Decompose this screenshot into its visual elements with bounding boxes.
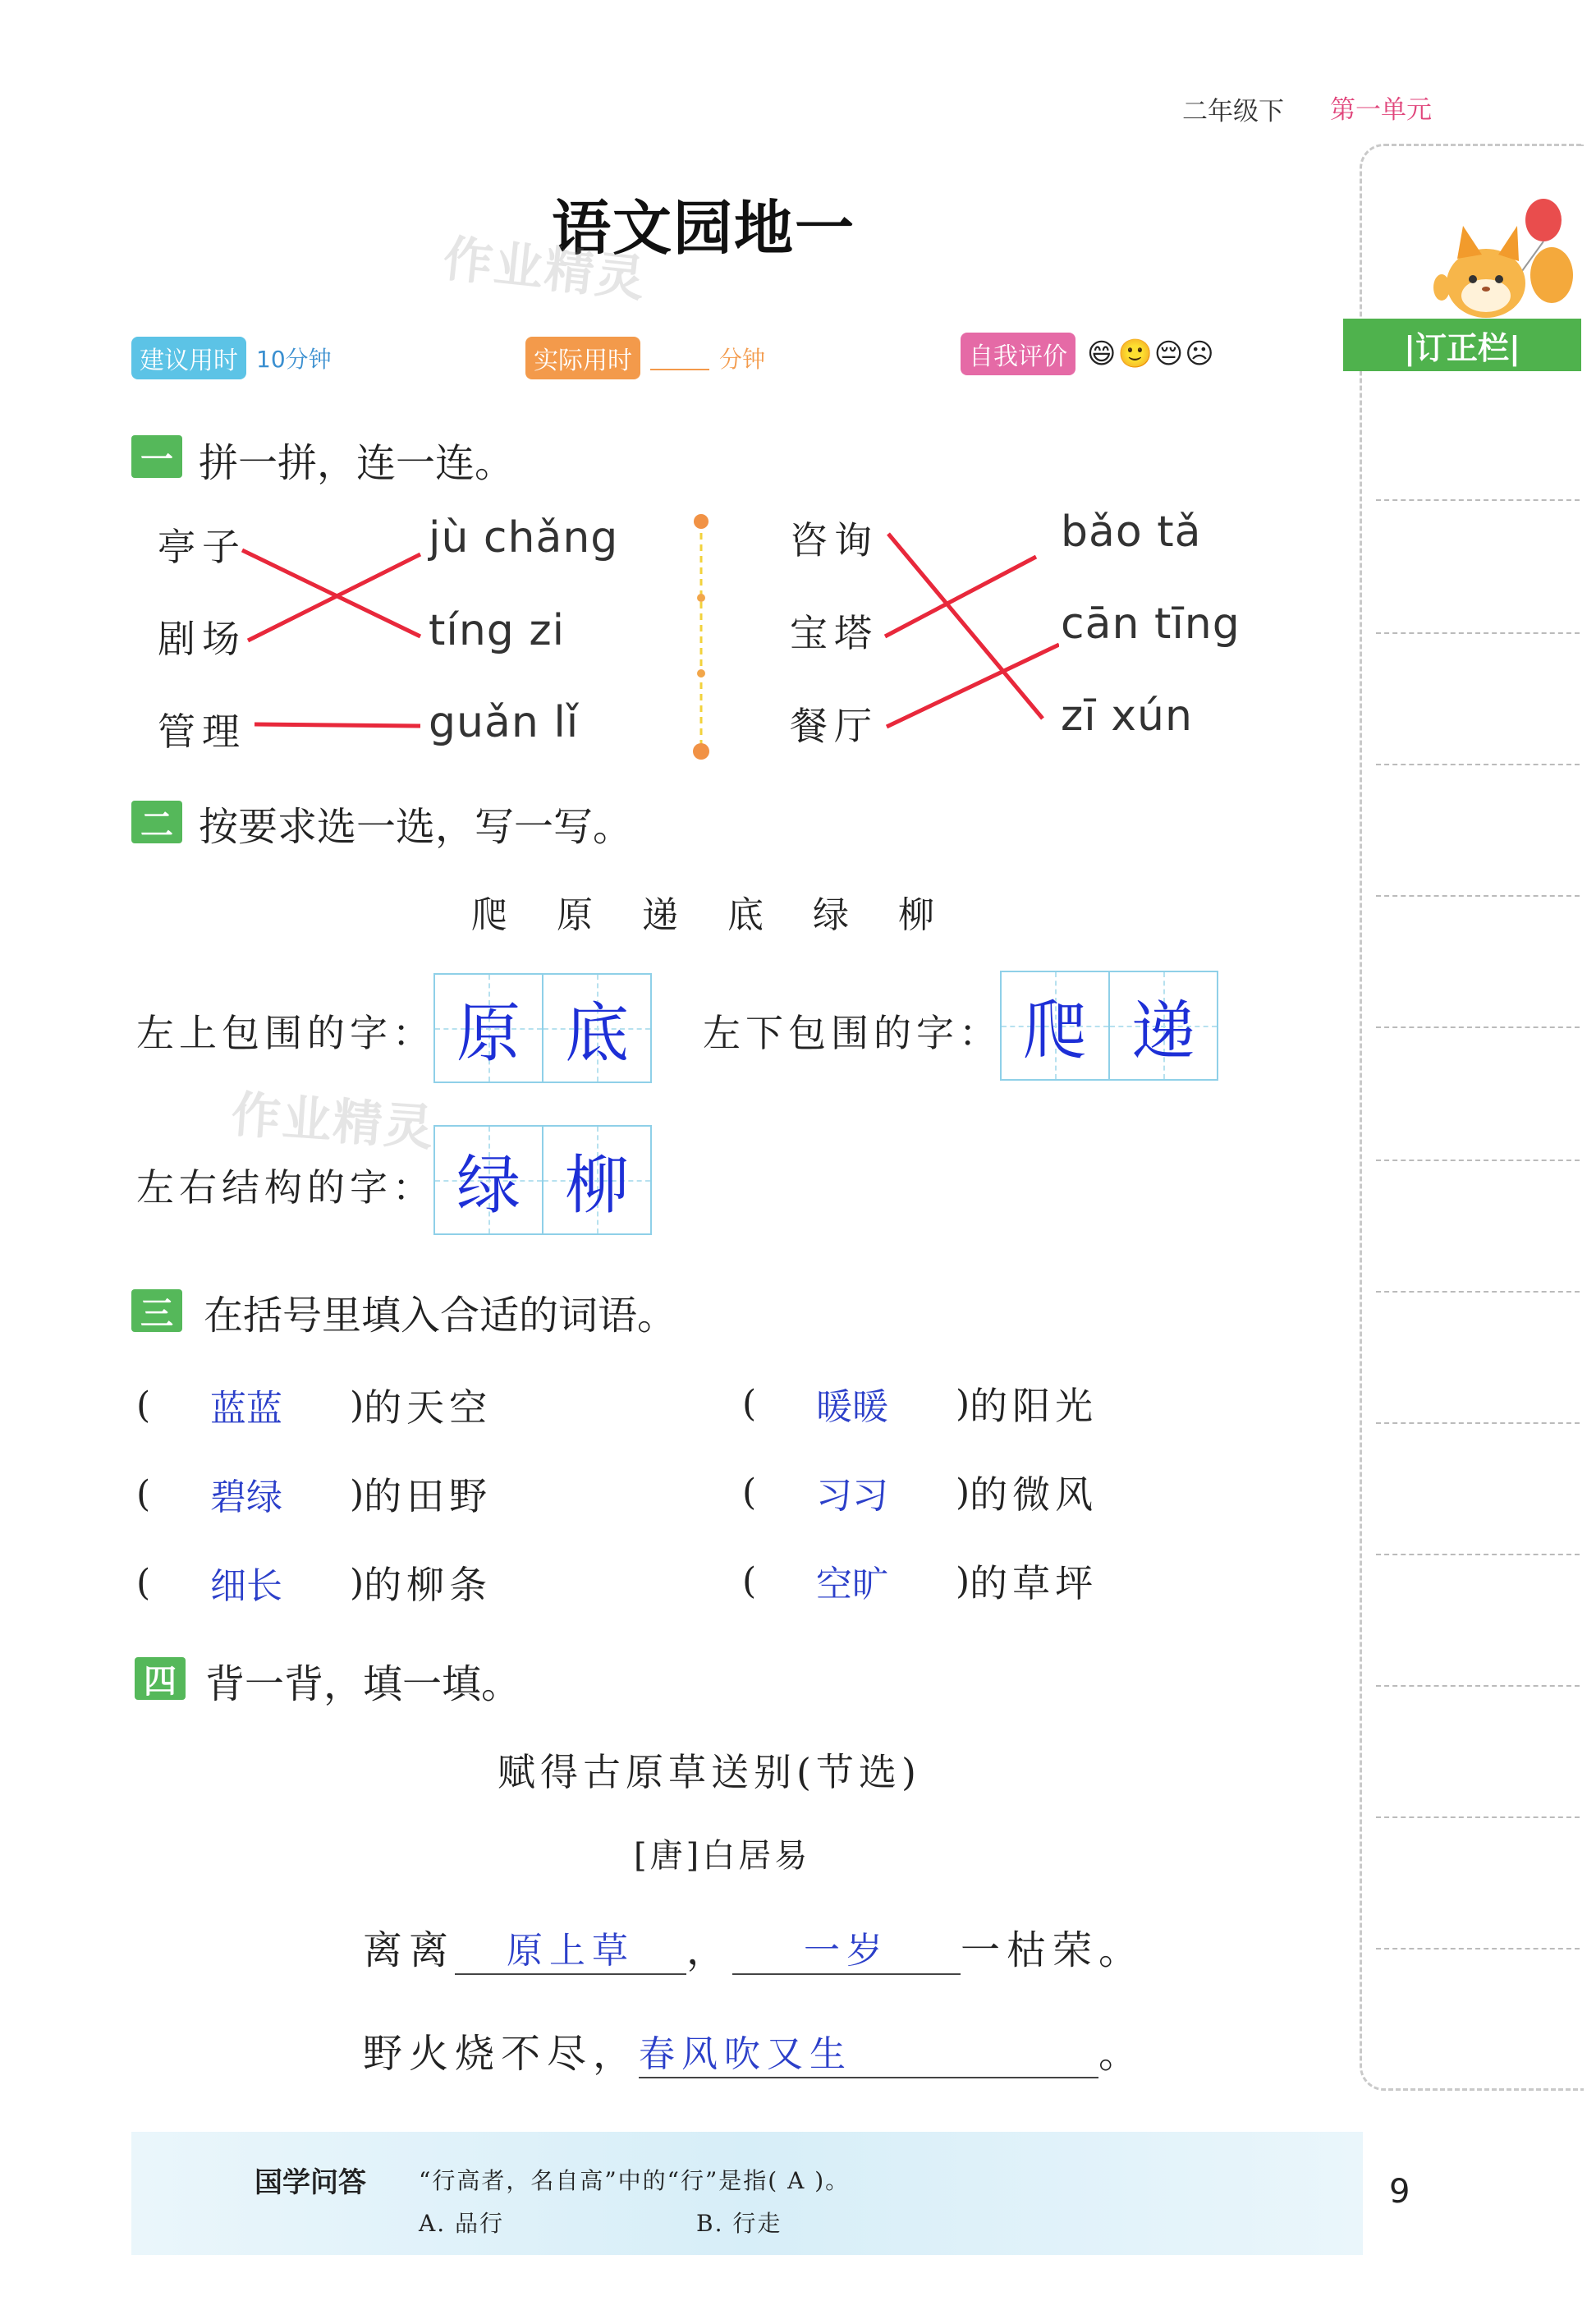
section4-title: 背一背，填一填。	[205, 1661, 521, 1707]
answer-text[interactable]: 习习	[816, 1475, 888, 1517]
q1-label: 左上包围的字：	[136, 1011, 435, 1055]
pinyin-canting: cān tīng	[1061, 599, 1241, 649]
sidebar-line	[1376, 1554, 1580, 1555]
pinyin-tingzi: tíng zi	[429, 606, 566, 655]
line-canting	[887, 645, 1059, 727]
footer-title: 国学问答	[255, 2166, 366, 2199]
line-guanli	[255, 724, 420, 726]
sad-face-icon[interactable]: 😔	[1153, 338, 1184, 370]
flower-vine-divider	[686, 509, 716, 764]
grid-cell[interactable]: 绿	[435, 1127, 542, 1233]
candidate-chars: 爬 原 递 底 绿 柳	[471, 894, 941, 936]
word-guanli: 管理	[158, 710, 246, 754]
sidebar-line	[1376, 499, 1580, 501]
item-suffix: 的微风	[970, 1472, 1098, 1517]
q2-answer-grid[interactable]	[1000, 971, 1218, 1081]
section2-number: 二	[131, 801, 182, 843]
self-eval-label: 自我评价	[961, 333, 1075, 375]
item-suffix: 的天空	[364, 1385, 493, 1430]
item-suffix: 的柳条	[364, 1563, 493, 1607]
line2-suffix: 。	[1098, 2031, 1145, 2077]
fill-item: ( 蓝蓝 ) 的天空	[136, 1378, 492, 1432]
poem-line-1	[363, 1918, 1144, 1975]
line-tingzi	[242, 550, 420, 636]
actual-time	[525, 337, 765, 379]
q3-answer-grid[interactable]	[433, 1125, 652, 1235]
page-title: 语文园地一	[552, 194, 856, 263]
line1-suffix: 一枯荣。	[961, 1927, 1145, 1973]
page-number: 9	[1389, 2173, 1410, 2211]
connection-lines-right	[878, 517, 1059, 739]
fill-item: ( 习习 ) 的微风	[742, 1465, 1098, 1519]
actual-time-label: 实际用时	[525, 337, 640, 379]
fill-item: ( 碧绿 ) 的田野	[136, 1467, 492, 1521]
self-eval-faces	[1087, 338, 1214, 370]
line1-comma: ，	[686, 1927, 733, 1973]
connection-lines-left	[230, 526, 435, 739]
grid-cell[interactable]: 柳	[542, 1127, 650, 1233]
self-evaluation	[961, 333, 1214, 375]
correction-tab: |订正栏|	[1343, 319, 1581, 371]
neutral-face-icon[interactable]: 🙂	[1117, 338, 1153, 370]
line2-prefix: 野火烧不尽，	[363, 2031, 640, 2077]
word-zixun: 咨询	[790, 518, 878, 563]
section2-title: 按要求选一选，写一写。	[199, 804, 633, 850]
fox-mascot-icon	[1412, 197, 1576, 320]
actual-time-suffix: 分钟	[719, 346, 766, 373]
sidebar-line	[1376, 1291, 1580, 1293]
pinyin-juchang: jù chǎng	[429, 513, 619, 563]
section3-title: 在括号里填入合适的词语。	[204, 1293, 677, 1339]
actual-time-blank[interactable]	[650, 346, 709, 370]
footer-question: “行高者，名自高”中的“行”是指( A )。	[419, 2167, 851, 2194]
line2-blank[interactable]: 春风吹又生	[639, 2024, 1098, 2078]
item-suffix: 的草坪	[970, 1561, 1098, 1605]
grid-cell[interactable]: 递	[1108, 972, 1217, 1079]
sidebar-line	[1376, 1422, 1580, 1424]
section4-number: 四	[135, 1657, 186, 1700]
item-suffix: 的阳光	[970, 1384, 1098, 1428]
section3-number: 三	[131, 1289, 182, 1332]
fill-item: ( 空旷 ) 的草坪	[742, 1554, 1098, 1608]
fill-item: ( 暖暖 ) 的阳光	[742, 1376, 1098, 1431]
suggested-time-value: 10分钟	[256, 346, 332, 373]
footer-option-a: A. 品行	[419, 2210, 505, 2237]
section1-number: 一	[131, 435, 182, 478]
word-canting: 餐厅	[790, 704, 878, 748]
correction-sidebar	[1360, 144, 1584, 2091]
line-baota	[885, 557, 1036, 636]
poem-title: 赋得古原草送别(节选)	[498, 1750, 921, 1794]
poem-author: [唐]白居易	[634, 1837, 811, 1875]
word-juchang: 剧场	[158, 617, 246, 661]
line1-blank2[interactable]: 一岁	[732, 1921, 961, 1975]
suggested-time	[131, 337, 332, 379]
grid-cell[interactable]: 原	[435, 975, 542, 1082]
line1-blank1[interactable]: 原上草	[455, 1921, 686, 1975]
sidebar-line	[1376, 764, 1580, 765]
answer-text[interactable]: 蓝蓝	[210, 1388, 282, 1430]
pinyin-zixun: zī xún	[1061, 691, 1193, 741]
pinyin-guanli: guǎn lǐ	[429, 698, 580, 747]
sidebar-line	[1376, 1685, 1580, 1687]
q3-label: 左右结构的字：	[136, 1165, 435, 1210]
answer-text[interactable]: 暖暖	[816, 1386, 888, 1428]
answer-text[interactable]: 碧绿	[210, 1476, 282, 1518]
line1-prefix: 离离	[363, 1927, 456, 1973]
sidebar-line	[1376, 1160, 1580, 1161]
pinyin-baota: bǎo tǎ	[1061, 507, 1202, 557]
grid-cell[interactable]: 爬	[1002, 972, 1108, 1079]
sidebar-line	[1376, 1948, 1580, 1949]
unit-label: 第一单元	[1330, 95, 1432, 125]
smile-face-icon[interactable]: 😄	[1087, 338, 1117, 370]
section1-title: 拼一拼，连一连。	[199, 440, 515, 486]
answer-text[interactable]: 细长	[210, 1565, 282, 1607]
frown-face-icon[interactable]: ☹	[1185, 338, 1214, 370]
grade-label: 二年级下	[1182, 97, 1284, 126]
sidebar-line	[1376, 632, 1580, 634]
watermark: 作业精灵	[229, 1086, 437, 1158]
watermark: 作业精灵	[440, 230, 649, 309]
sidebar-line	[1376, 895, 1580, 897]
grid-cell[interactable]: 底	[542, 975, 650, 1082]
sidebar-line	[1376, 1026, 1580, 1028]
flower-icon	[694, 514, 709, 529]
fill-item: ( 细长 ) 的柳条	[136, 1555, 492, 1610]
answer-text[interactable]: 空旷	[816, 1564, 888, 1605]
q2-label: 左下包围的字：	[703, 1011, 1002, 1055]
sidebar-line	[1376, 1816, 1580, 1818]
q1-answer-grid[interactable]	[433, 973, 652, 1083]
poem-line-2	[363, 2022, 1144, 2078]
item-suffix: 的田野	[364, 1474, 493, 1518]
word-baota: 宝塔	[790, 611, 878, 655]
word-tingzi: 亭子	[158, 525, 246, 569]
suggested-time-label: 建议用时	[131, 337, 246, 379]
footer-option-b: B. 行走	[696, 2210, 782, 2237]
